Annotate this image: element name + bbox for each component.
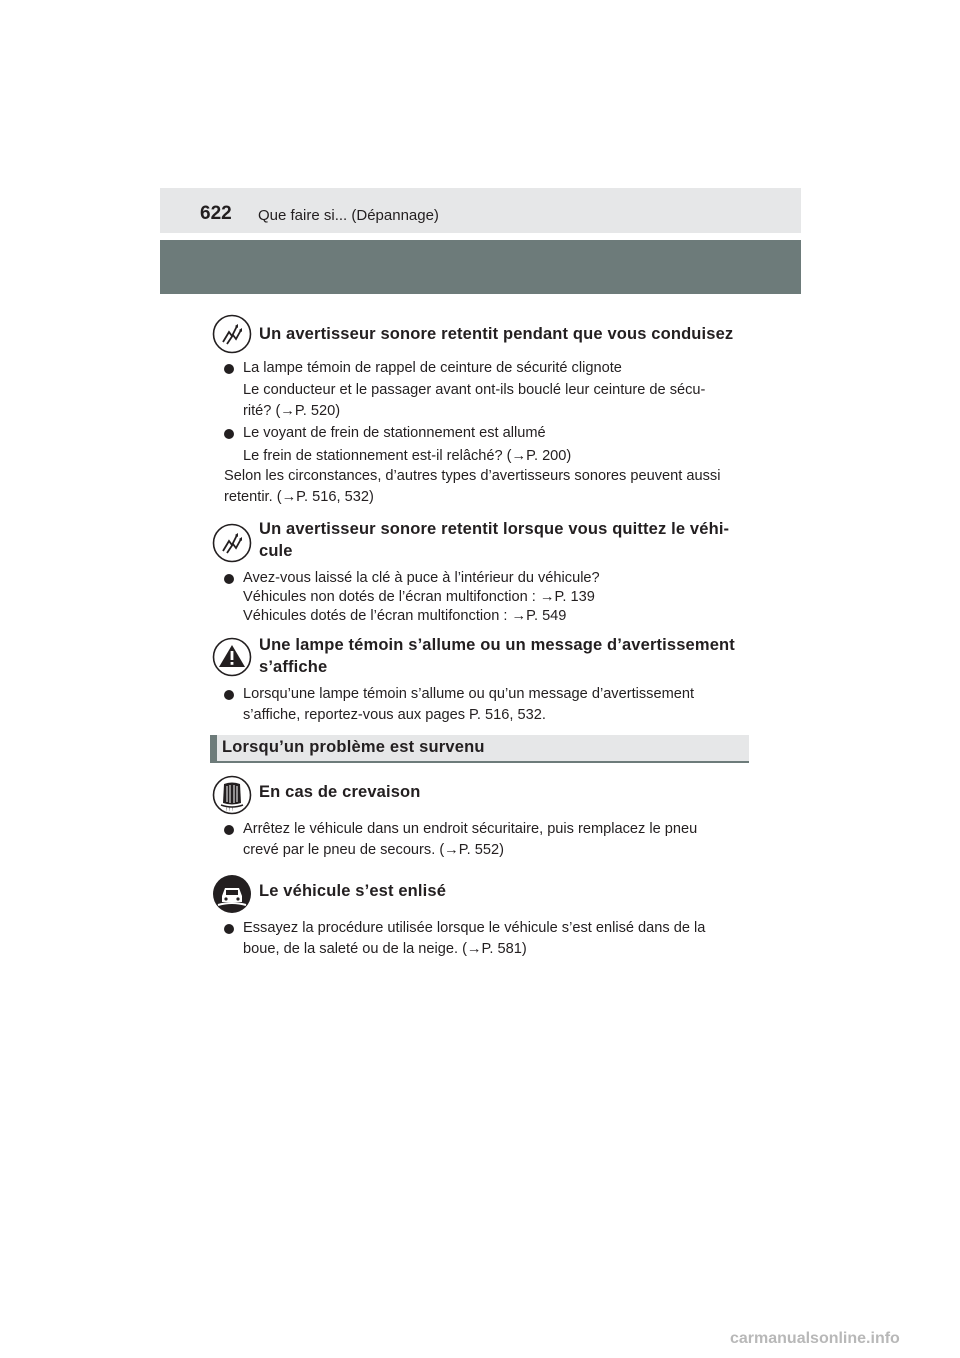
bullet-title: Avez-vous laissé la clé à puce à l’intérieur du véhicule? — [243, 570, 600, 586]
page-number: 622 — [200, 203, 232, 224]
heading-leaving-alarm-cont: cule — [259, 542, 293, 560]
bullet-text: Arrêtez le véhicule dans un endroit sécuritaire, puis remplacez le pneu — [243, 821, 698, 837]
warning-triangle-icon — [212, 637, 252, 677]
bullet-text: Le conducteur et le passager avant ont-ils bouclé leur ceinture de sécu- — [243, 382, 706, 398]
bullet-text: boue, de la saleté ou de la neige. (→P. 581) — [243, 941, 527, 957]
bullet — [224, 825, 234, 835]
bullet-text: s’affiche, reportez-vous aux pages P. 516, 532. — [243, 707, 546, 723]
bullet-text: Le frein de stationnement est-il relâché? (→P. 200) — [243, 448, 572, 464]
heading-stuck-vehicle: Le véhicule s’est enlisé — [259, 882, 447, 900]
chapter-band — [160, 240, 801, 294]
bullet-text: Véhicules dotés de l’écran multifonction : →P. 549 — [243, 608, 567, 624]
heading-leaving-alarm: Un avertisseur sonore retentit lorsque vous quittez le véhi- — [259, 520, 730, 538]
stuck-vehicle-icon — [212, 874, 252, 914]
svg-text:! ! !: ! ! ! — [226, 807, 234, 812]
note-text: Selon les circonstances, d’autres types d’avertisseurs sonores peuvent aussi — [224, 468, 721, 484]
section-accent — [210, 735, 217, 761]
header-strip — [160, 188, 801, 233]
note-text: retentir. (→P. 516, 532) — [224, 489, 374, 505]
bullet-text: Véhicules non dotés de l’écran multifonction : →P. 139 — [243, 589, 595, 605]
bullet-text: Essayez la procédure utilisée lorsque le véhicule s’est enlisé dans de la — [243, 920, 706, 936]
bullet — [224, 924, 234, 934]
heading-warning-light: Une lampe témoin s’allume ou un message d’avertissement — [259, 636, 735, 654]
alarm-warning-icon — [212, 314, 252, 354]
bullet — [224, 574, 234, 584]
bullet-title: Le voyant de frein de stationnement est allumé — [243, 425, 546, 441]
bullet — [224, 690, 234, 700]
section-title: Lorsqu’un problème est survenu — [222, 738, 485, 756]
heading-flat-tire: En cas de crevaison — [259, 783, 421, 801]
bullet-text: crevé par le pneu de secours. (→P. 552) — [243, 842, 504, 858]
bullet — [224, 429, 234, 439]
bullet-title: La lampe témoin de rappel de ceinture de sécurité clignote — [243, 360, 622, 376]
alarm-warning-icon — [212, 523, 252, 563]
bullet-text: rité? (→P. 520) — [243, 403, 341, 419]
chapter-title: Que faire si... (Dépannage) — [258, 207, 439, 224]
bullet-text: Lorsqu’une lampe témoin s’allume ou qu’un message d’avertissement — [243, 686, 695, 702]
watermark: carmanualsonline.info — [730, 1330, 900, 1347]
heading-driving-alarm: Un avertisseur sonore retentit pendant que vous conduisez — [259, 325, 734, 343]
heading-warning-light-cont: s’affiche — [259, 658, 328, 676]
flat-tire-icon — [212, 775, 252, 815]
bullet — [224, 364, 234, 374]
